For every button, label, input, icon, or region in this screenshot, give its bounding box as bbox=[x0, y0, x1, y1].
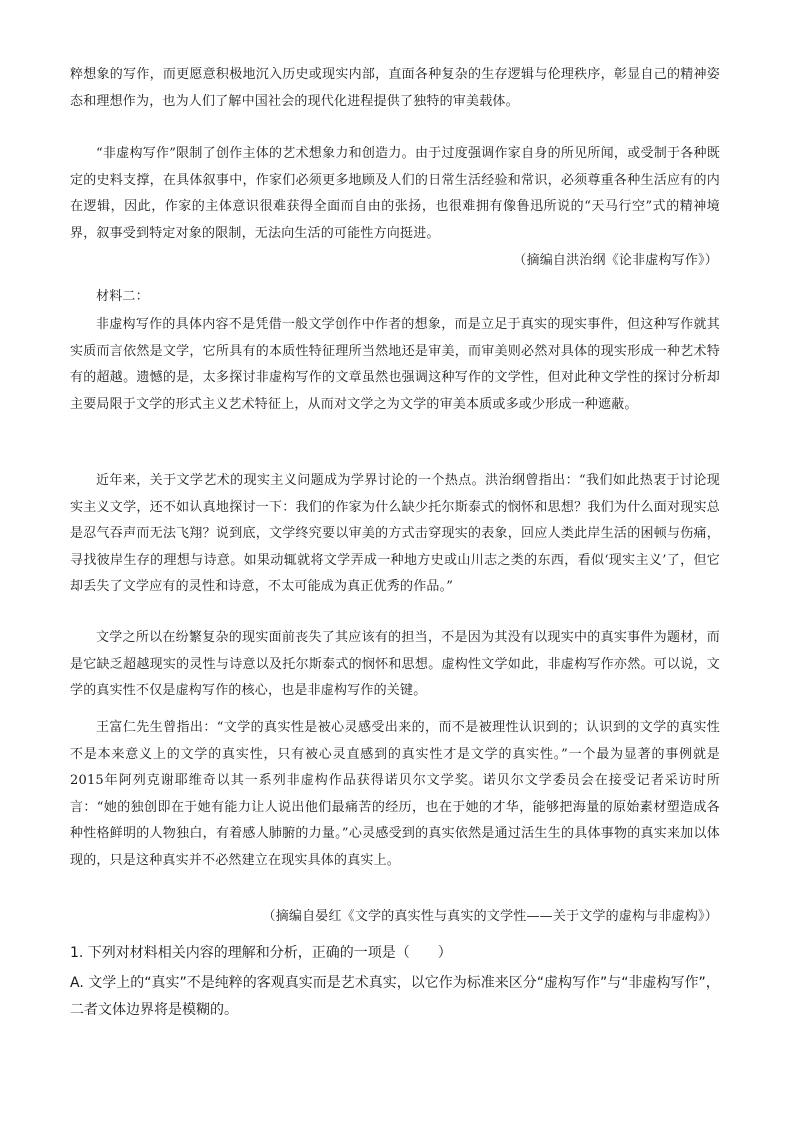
question-stem: 1. 下列对材料相关内容的理解和分析，正确的一项是（ ） bbox=[70, 945, 452, 961]
source-citation-two: （摘编自晏红《文学的真实性与真实的文学性——关于文学的虚构与非虚构》） bbox=[262, 909, 718, 924]
paragraph-material-two-1: 非虚构写作的具体内容不是凭借一般文学创作中作者的想象，而是立足于真实的现实事件，但这种写作就其实质而言依然是文学，它所具有的本质性特征理所当然地还是审美，而审美则必然对具体的现实形成一种艺术特有的超越。遗憾的是，太多探讨非虚构写作的文章虽然也强调这种写作的文学性，但对此种文学性的探讨分析却主要局限于文学的形式主义艺术特征上，从而对文学之为文学的审美本质或多或少形成一种遮蔽。 bbox=[70, 317, 720, 412]
paragraph-material-two-2: 近年来，关于文学艺术的现实主义问题成为学界讨论的一个热点。洪治纲曾指出：“我们如此热衷于讨论现实主义文学，还不如认真地探讨一下：我们的作家为什么缺少托尔斯泰式的悯怀和思想？我们为什么面对现实总是忍气吞声而无法飞翔？说到底，文学终究要以审美的方式击穿现实的表象，回应人类此岸生活的困顿与伤痛，寻找彼岸生存的理想与诗意。如果动辄就将文学弄成一种地方史或山川志之类的东西，看似‘现实主义’了，但它却丢失了文学应有的灵性和诗意，不太可能成为真正优秀的作品。” bbox=[70, 473, 720, 595]
material-two-heading: 材料二： bbox=[96, 289, 149, 304]
paragraph-nonfiction-limitation: “非虚构写作”限制了创作主体的艺术想象力和创造力。由于过度强调作家自身的所见所闻，或受制于各种既定的史料支撑，在具体叙事中，作家们必须更多地顾及人们的日常生活经验和常识，必须尊重各种生活应有的内在逻辑，因此，作家的主体意识很难获得全面而自由的张扬，也很难拥有像鲁迅所说的“天马行空”式的精神境界，叙事受到特定对象的限制，无法向生活的可能性方向挺进。 bbox=[70, 146, 720, 241]
paragraph-material-two-3: 文学之所以在纷繁复杂的现实面前丧失了其应该有的担当，不是因为其没有以现实中的真实事件为题材，而是它缺乏超越现实的灵性与诗意以及托尔斯泰式的悯怀和思想。虚构性文学如此，非虚构写作亦然。可以说，文学的真实性不仅是虚构写作的核心，也是非虚构写作的关键。 bbox=[70, 630, 720, 699]
question-option-a: A. 文学上的“真实”不是纯粹的客观真实而是艺术真实，以它作为标准来区分“虚构写作”与“非虚构写作”，二者文体边界将是模糊的。 bbox=[70, 975, 720, 1018]
source-citation-one: （摘编自洪治纲《论非虚构写作》） bbox=[513, 253, 718, 268]
paragraph-material-two-4: 王富仁先生曾指出：“文学的真实性是被心灵感受出来的，而不是被理性认识到的；认识到的文学的真实性不是本来意义上的文学的真实性，只有被心灵直感到的真实性才是文学的真实性。”一个最为显著的事例就是2015年阿列克谢耶维奇以其一系列非虚构作品获得诺贝尔文学奖。诺贝尔文学委员会在接受记者采访时所言：“她的独创即在于她有能力让人说出他们最痛苦的经历，也在于她的才华，能够把海量的原始素材塑造成各种性格鲜明的人物独白，有着感人肺腑的力量。”心灵感受到的真实依然是通过活生生的具体事物的真实来加以体现的，只是这种真实并不必然建立在现实具体的真实上。 bbox=[70, 720, 720, 868]
paragraph-material-one-continued: 粹想象的写作，而更愿意积极地沉入历史或现实内部，直面各种复杂的生存逻辑与伦理秩序，彰显自己的精神姿态和理想作为，也为人们了解中国社会的现代化进程提供了独特的审美载体。 bbox=[70, 67, 720, 109]
